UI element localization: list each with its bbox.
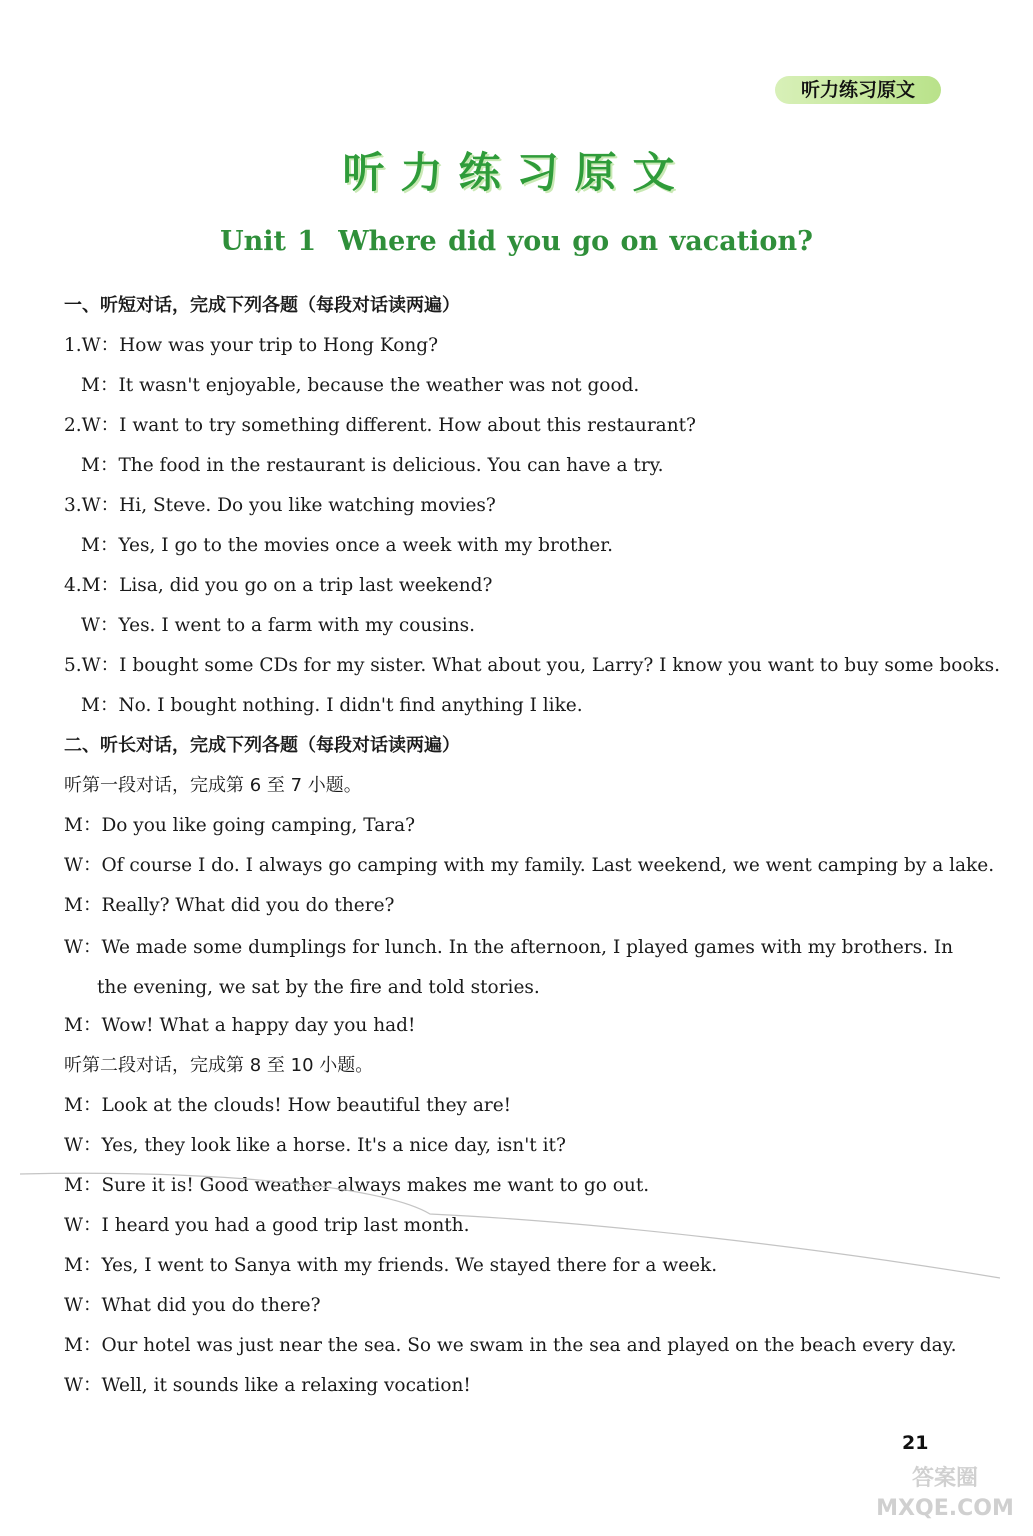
watermark [860,1464,1030,1524]
instruction-line: 听第一段对话，完成第 6 至 7 小题。 [64,775,362,796]
transcript-line: W：Yes. I went to a farm with my cousins. [81,615,476,636]
section-heading: 二、听长对话，完成下列各题（每段对话读两遍） [64,735,460,756]
transcript-line: W：I heard you had a good trip last month. [64,1215,470,1236]
unit-number: Unit 1 [220,226,317,257]
transcript-line: M：No. I bought nothing. I didn't find anything I like. [81,695,583,716]
transcript-line: M：Yes, I went to Sanya with my friends. We stayed there for a week. [64,1255,718,1276]
watermark-logo: 答案圈 [911,1466,978,1491]
transcript-line: W：We made some dumplings for lunch. In the afternoon, I played games with my brothers. In the evening, we sat by the fire and told stories. [64,937,954,998]
transcript-line: M：Sure it is! Good weather always makes me want to go out. [64,1175,650,1196]
unit-name: Where did you go on vacation? [338,226,813,257]
transcript-line: 1.W：How was your trip to Hong Kong? [64,335,439,356]
unit-title [0,226,1033,257]
transcript-line: W：Yes, they look like a horse. It's a nice day, isn't it? [64,1135,566,1156]
transcript-line: M：Wow! What a happy day you had! [64,1015,416,1036]
scratch-mark [0,1160,1033,1300]
transcript-line: W：Of course I do. I always go camping with my family. Last weekend, we went camping by a lake. [64,855,995,876]
transcript-line: M：Yes, I go to the movies once a week with my brother. [81,535,613,556]
transcript-line: M：Really? What did you do there? [64,895,395,916]
page-title: 听力练习原文 [342,148,691,197]
section-heading: 一、听短对话，完成下列各题（每段对话读两遍） [64,295,460,316]
transcript-line: 4.M：Lisa, did you go on a trip last weekend? [64,575,493,596]
section-tab: 听力练习原文 [775,76,941,104]
transcript-line: M：Look at the clouds! How beautiful they are! [64,1095,512,1116]
transcript-line: M：Do you like going camping, Tara? [64,815,416,836]
transcript-line: 2.W：I want to try something different. How about this restaurant? [64,415,696,436]
transcript-line: M：It wasn't enjoyable, because the weather was not good. [81,375,640,396]
page-number: 21 [902,1432,929,1454]
transcript-line: 5.W：I bought some CDs for my sister. What about you, Larry? I know you want to buy some books. [64,655,1001,676]
transcript-line: W：Well, it sounds like a relaxing vocation! [64,1375,471,1396]
transcript-line: M：Our hotel was just near the sea. So we swam in the sea and played on the beach every day. [64,1335,957,1356]
watermark-site: MXQE.COM [876,1496,1014,1521]
transcript-line: W：What did you do there? [64,1295,321,1316]
instruction-line: 听第二段对话，完成第 8 至 10 小题。 [64,1055,374,1076]
transcript-line: M：The food in the restaurant is delicious. You can have a try. [81,455,664,476]
transcript-line: 3.W：Hi, Steve. Do you like watching movies? [64,495,496,516]
